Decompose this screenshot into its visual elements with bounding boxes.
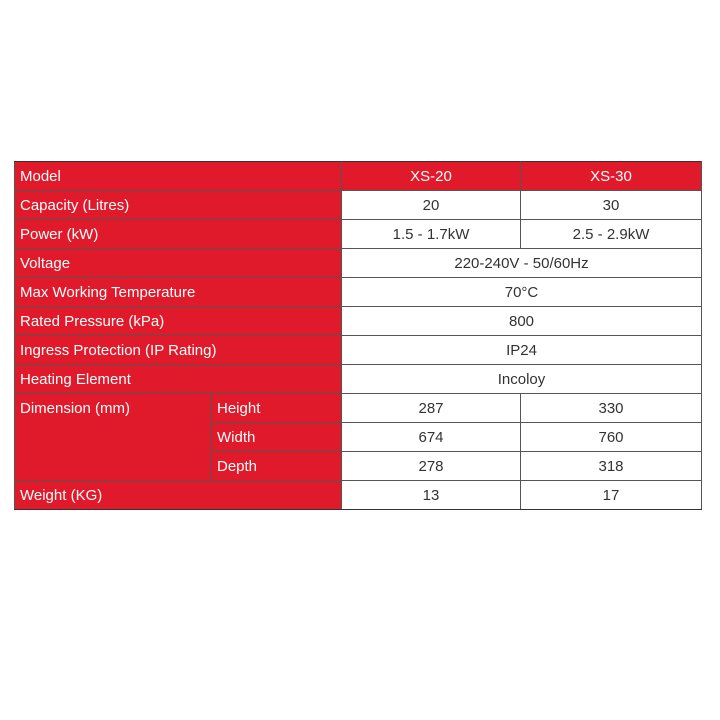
spec-table: [14, 161, 702, 510]
voltage-value: 220-240V - 50/60Hz: [342, 249, 702, 278]
table-row-voltage: [15, 249, 702, 278]
power-label: Power (kW): [15, 220, 342, 249]
model-label: Model: [15, 162, 342, 191]
power-xs30: 2.5 - 2.9kW: [521, 220, 702, 249]
capacity-label: Capacity (Litres): [15, 191, 342, 220]
width-label: Width: [212, 423, 342, 452]
voltage-label: Voltage: [15, 249, 342, 278]
height-xs30: 330: [521, 394, 702, 423]
weight-label: Weight (KG): [15, 481, 342, 510]
width-xs30: 760: [521, 423, 702, 452]
table-row-ingress: [15, 336, 702, 365]
ingress-value: IP24: [342, 336, 702, 365]
heating-label: Heating Element: [15, 365, 342, 394]
table-row-weight: [15, 481, 702, 510]
model-xs30: XS-30: [521, 162, 702, 191]
height-label: Height: [212, 394, 342, 423]
model-xs20: XS-20: [342, 162, 521, 191]
depth-xs30: 318: [521, 452, 702, 481]
height-xs20: 287: [342, 394, 521, 423]
weight-xs20: 13: [342, 481, 521, 510]
depth-xs20: 278: [342, 452, 521, 481]
table-row-model: [15, 162, 702, 191]
table-row-height: [15, 394, 702, 423]
capacity-xs20: 20: [342, 191, 521, 220]
dimension-label: Dimension (mm): [15, 394, 212, 481]
table-row-heating: [15, 365, 702, 394]
max-temp-label: Max Working Temperature: [15, 278, 342, 307]
weight-xs30: 17: [521, 481, 702, 510]
max-temp-value: 70°C: [342, 278, 702, 307]
table-row-power: [15, 220, 702, 249]
depth-label: Depth: [212, 452, 342, 481]
table-row-max-temp: [15, 278, 702, 307]
power-xs20: 1.5 - 1.7kW: [342, 220, 521, 249]
heating-value: Incoloy: [342, 365, 702, 394]
pressure-label: Rated Pressure (kPa): [15, 307, 342, 336]
capacity-xs30: 30: [521, 191, 702, 220]
table-row-pressure: [15, 307, 702, 336]
width-xs20: 674: [342, 423, 521, 452]
ingress-label: Ingress Protection (IP Rating): [15, 336, 342, 365]
table-row-capacity: [15, 191, 702, 220]
pressure-value: 800: [342, 307, 702, 336]
